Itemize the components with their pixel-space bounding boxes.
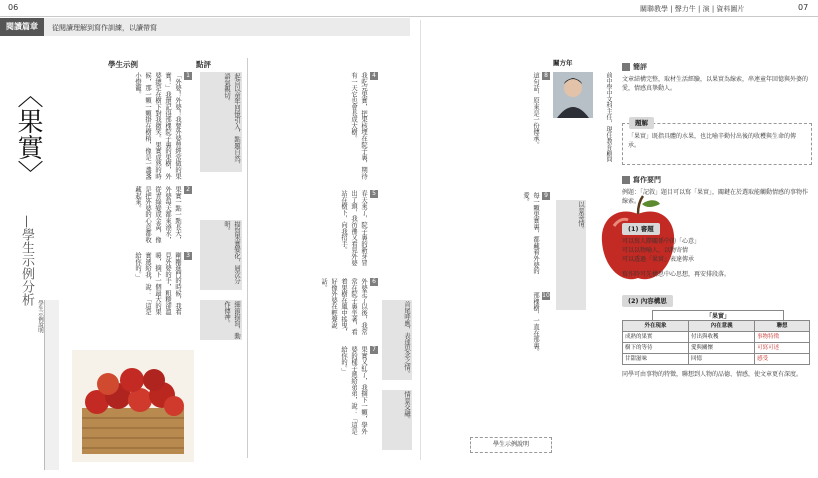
student-column-1 [62, 72, 192, 320]
topic-explanation-heading: 題解 [629, 117, 654, 129]
section-heading-text: 寫作要門 [633, 176, 661, 184]
table-row [623, 332, 810, 343]
paragraph-number: 3 [184, 252, 192, 260]
page-number-right: 07 [798, 3, 809, 12]
table-header-row [623, 321, 810, 332]
comment-text: 起首以童年回憶引入，點題自然，語氣親切。 [223, 73, 240, 168]
page-number-left: 06 [8, 3, 19, 12]
table-header: 內在意義 [689, 321, 755, 332]
paragraph-text: 「外婆！外婆！我要外婆曾經常做的果實！」我還記得那棵院子裏的果樹，外婆總是在樹下對我微笑。果實成熟的時候，那一顆一顆掛在樹梢，像是一盞盞小燈籠。 [134, 72, 181, 180]
comment-heading: 點評 [196, 60, 211, 69]
table-cell: 樹下的等待 [623, 343, 689, 354]
paragraph-number: 7 [370, 346, 378, 354]
section-text: 例題：「記敘」題目可以寫「果實」，關鍵在於選取能觸動情感的事物作線索。 [622, 189, 809, 205]
table-cell: 事物特徵 [755, 332, 810, 343]
comment-box [382, 300, 412, 380]
table-cell: 感受 [755, 354, 810, 365]
table-cell: 愛與關懷 [689, 343, 755, 354]
table-cell: 回憶 [689, 354, 755, 365]
table-cell: 甘甜滋味 [623, 354, 689, 365]
comment-text: 首尾呼應，表達思念之情。 [403, 301, 410, 377]
apple-basket-photo [72, 350, 194, 462]
concept-table [622, 320, 810, 365]
right-panel [622, 62, 812, 406]
paragraph-text: 果實一點一點長大，外婆每天都來澆水，從青綠變成金黃，像是把外婆的心意都收藏起來。 [134, 186, 181, 243]
paragraph-number: 1 [184, 72, 192, 80]
section-text: 同學可由事物的特徵，聯想到人物的品德、情感，使文章更有深度。 [622, 371, 803, 378]
student-column-3 [428, 72, 550, 392]
table-cell: 付出與收穫 [689, 332, 755, 343]
concept-table-wrap [622, 310, 812, 365]
paragraph-number: 6 [370, 278, 378, 286]
category-label: 閱讀篇章 [0, 18, 44, 36]
paragraph-text: 我吃完果實，把果核埋在院子裏，期待有一天它也會長成大樹。 [350, 72, 367, 180]
essay-title-text: 〈果實〉 [13, 82, 43, 186]
comment-box [200, 72, 242, 172]
teacher-bio: 前中學中文科主任，現任教育顧問 [605, 72, 612, 162]
bullet-list [622, 237, 812, 264]
bullet-icon [622, 176, 630, 184]
table-header: 聯想 [755, 321, 810, 332]
section-text: 寫作時可先構思中心思想，再安排段落。 [622, 271, 731, 278]
bullet-item: 可以以物喻人、以物寄情 [622, 247, 689, 254]
comment-box [382, 390, 412, 450]
breadcrumb: 關聯教學 | 聲力牛 | 演 | 資料圖片 [640, 5, 745, 13]
paragraph-text: 每一顆果實裏，都藏着外婆的愛。 [522, 192, 539, 274]
left-note-bar [44, 300, 59, 470]
essay-title [6, 64, 50, 204]
topic-explanation-box [622, 119, 812, 165]
bullet-item: 可以寫人際關係中的「心意」 [622, 238, 701, 245]
teacher-name: 關方年 [553, 59, 573, 67]
table-row [623, 354, 810, 365]
comment-text: 情景交融。 [403, 391, 410, 423]
paragraph-text: 這句話，原來是一份傳承。 [532, 72, 539, 148]
table-header: 外在現象 [623, 321, 689, 332]
section-heading [622, 62, 812, 72]
comment-box [556, 200, 586, 310]
left-footnote: 學生示例說明 [37, 300, 43, 333]
comment-text: 細節描寫，動作傳神。 [223, 301, 240, 339]
table-row [623, 343, 810, 354]
comment-box [200, 220, 242, 290]
section-subtitle: 從閱讀理解到寫作訓練，以讀帶寫 [52, 24, 157, 32]
paragraph-number: 10 [542, 292, 550, 299]
teacher-portrait [553, 72, 593, 118]
section-text: 文章結構完整，取材生活經驗，以果實為線索，串連童年回憶與外婆的愛，情感真摯動人。 [622, 76, 809, 92]
subsection-label: (2) 內容構思 [622, 295, 673, 307]
student-column-2 [252, 72, 378, 436]
paragraph-text: 剛剛進門的時候，我看見外婆的手，粗糙卻溫暖，摘下一個最大的果實遞給我，說：「這是給你的。」 [134, 252, 181, 315]
paragraph-text: 外婆走了以後，我常常在院子裏坐著，看着果樹在風中搖曳，好像外婆在輕聲說話。 [320, 278, 367, 335]
divider [247, 58, 248, 458]
table-cell: 成熟的果實 [623, 332, 689, 343]
student-example-heading: 學生示例 [108, 60, 138, 69]
paragraph-number: 8 [542, 72, 550, 80]
paragraph-number: 5 [370, 190, 378, 198]
topic-explanation-text: 「果實」既指具體的水果，也比喻辛勤付出後的收穫與生命的傳承。 [628, 133, 797, 149]
paragraph-number: 4 [370, 72, 378, 80]
page-header [0, 0, 818, 17]
comment-box [200, 300, 242, 340]
comment-text: 以景寄情。 [577, 201, 584, 233]
table-caption: 「果實」 [652, 310, 784, 320]
paragraph-text: 那棵樹，一直在那裏。 [532, 292, 539, 355]
paragraph-number: 2 [184, 186, 192, 194]
paragraph-text: 果實又紅了，我摘下一顆，學外婆的樣子遞給弟弟，說：「這是給你的。」 [340, 346, 367, 435]
table-cell: 可寫可述 [755, 343, 810, 354]
bullet-item: 可以透過「果實」表達傳承 [622, 256, 695, 263]
bullet-icon [622, 63, 630, 71]
section-heading [622, 175, 812, 185]
footer-note-box: 學生示例說明 [470, 437, 552, 453]
section-heading-text: 簡評 [633, 63, 647, 71]
subsection-label: (1) 審題 [622, 223, 660, 235]
page-gutter [420, 20, 421, 460]
comment-text: 描寫果實變化，層次分明。 [223, 221, 240, 284]
essay-subtitle: —學生示例分析 [19, 215, 34, 306]
paragraph-number: 9 [542, 192, 550, 200]
paragraph-text: 春天來了，院子裏的新芽冒出了頭，我彷彿又看見外婆站在樹下，向我招手。 [340, 190, 367, 266]
